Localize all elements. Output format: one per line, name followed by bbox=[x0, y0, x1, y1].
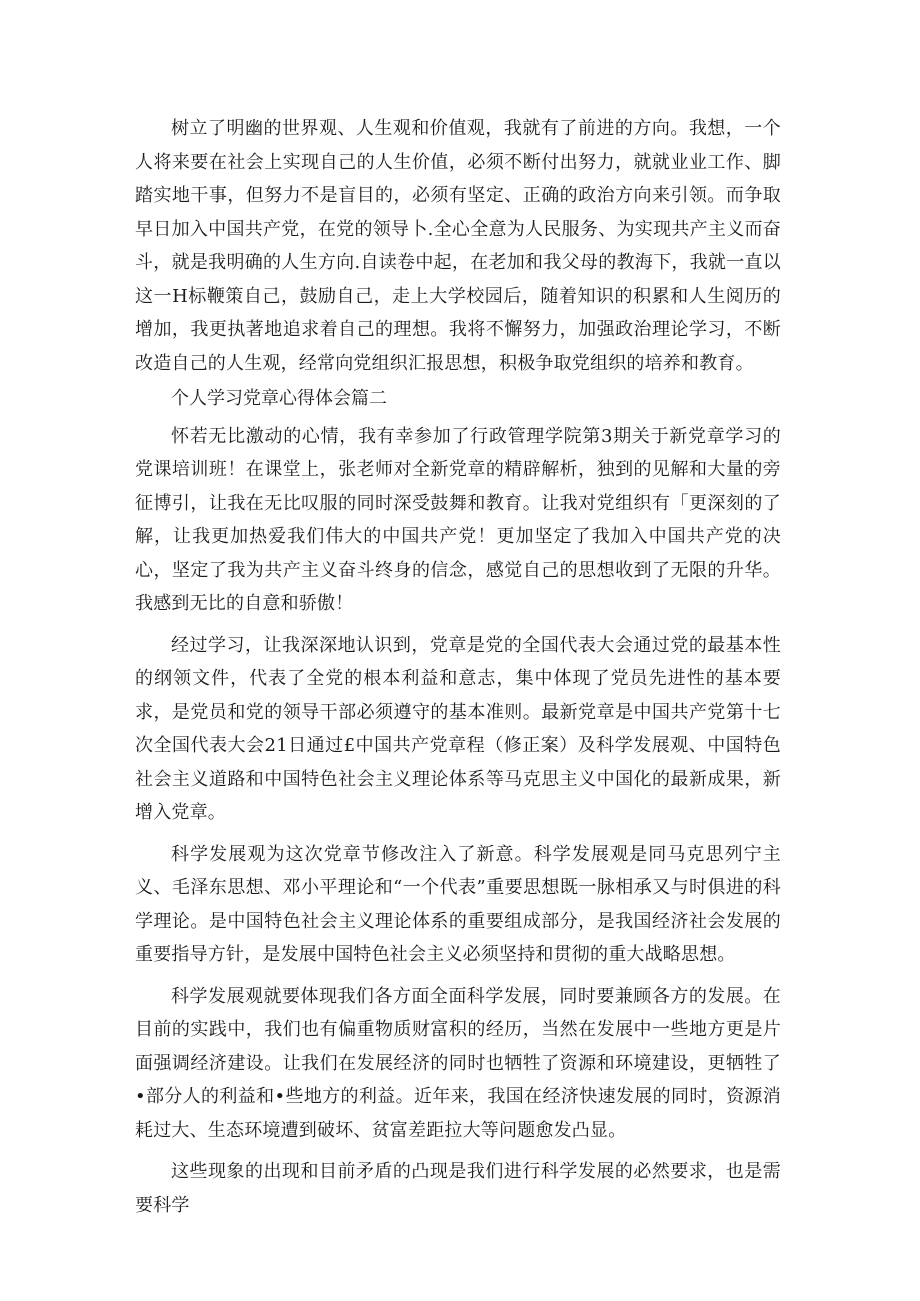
paragraph-1: 树立了明幽的世界观、人生观和价值观，我就有了前进的方向。我想，一个人将来要在社会上实现自己的人生价值，必须不断付出努力，就就业业工作、脚踏实地干事，但努力不是盲目的，必须有坚定、正确的政治方向来引领。而争取早日加入中国共产党，在党的领导卜.全心全意为人民服务、为实现共产主义而奋斗，就是我明确的人生方向.自读卷中起，在老加和我父母的教海下，我就一直以这一H标鞭策自己，鼓励自己，走上大学校园后，随着知识的积累和人生阅历的增加，我更执著地追求着自己的理想。我将不懈努力，加强政治理论学习，不断改造自己的人生观，经常向党组织汇报思想，积极争取党组织的培养和教育。 bbox=[135, 118, 781, 374]
paragraph-5: 科学发展观就要体现我们各方面全面科学发展，同时要兼顾各方的发展。在目前的实践中，我们也有偏重物质财富积的经历，当然在发展中一些地方更是片面强调经济建设。让我们在发展经济的同时也牺牲了资源和环境建设，更牺牲了•部分人的利益和•些地方的利益。近年来，我国在经济快速发展的同时，资源消耗过大、生态环境遭到破坏、贫富差距拉大等问题愈发凸显。 bbox=[135, 985, 781, 1141]
paragraph-4: 科学发展观为这次党章节修改注入了新意。科学发展观是同马克思列宁主义、毛泽东思想、邓小平理论和“一个代表”重要思想既一脉相承又与时俱进的科学理论。是中国特色社会主义理论体系的重要组成部分，是我国经济社会发展的重要指导方针，是发展中国特色社会主义必须坚持和贯彻的重大战略思想。 bbox=[135, 843, 781, 965]
section-heading: 个人学习党章心得体会篇二 bbox=[171, 388, 387, 409]
paragraph-3: 经过学习，让我深深地认识到，党章是党的全国代表大会通过党的最基本性的纲领文件，代表了全党的根本利益和意志，集中体现了党员先进性的基本要求，是党员和党的领导干部必须遵守的基本准则。最新党章是中国共产党第十七次全国代表大会21日通过£中国共产党章程（修正案）及科学发展观、中国特色社会主义道路和中国特色社会主义理论体系等马克思主义中国化的最新成果，新增入党章。 bbox=[135, 634, 781, 823]
paragraph-6: 这些现象的出现和目前矛盾的凸现是我们进行科学发展的必然要求，也是需要科学 bbox=[135, 1161, 781, 1216]
paragraph-2: 怀若无比激动的心情，我有幸参加了行政管理学院第3期关于新党章学习的党课培训班！在课堂上，张老师对全新党章的精辟解析，独到的见解和大量的旁征博引，让我在无比叹服的同时深受鼓舞和教育。让我对党组织有「更深刻的了解，让我更加热爱我们伟大的中国共产党！更加坚定了我加入中国共产党的决心，坚定了我为共产主义奋斗终身的信念，感觉自己的思想收到了无限的升华。我感到无比的自意和骄傲！ bbox=[135, 425, 781, 614]
document-page bbox=[135, 112, 781, 1230]
